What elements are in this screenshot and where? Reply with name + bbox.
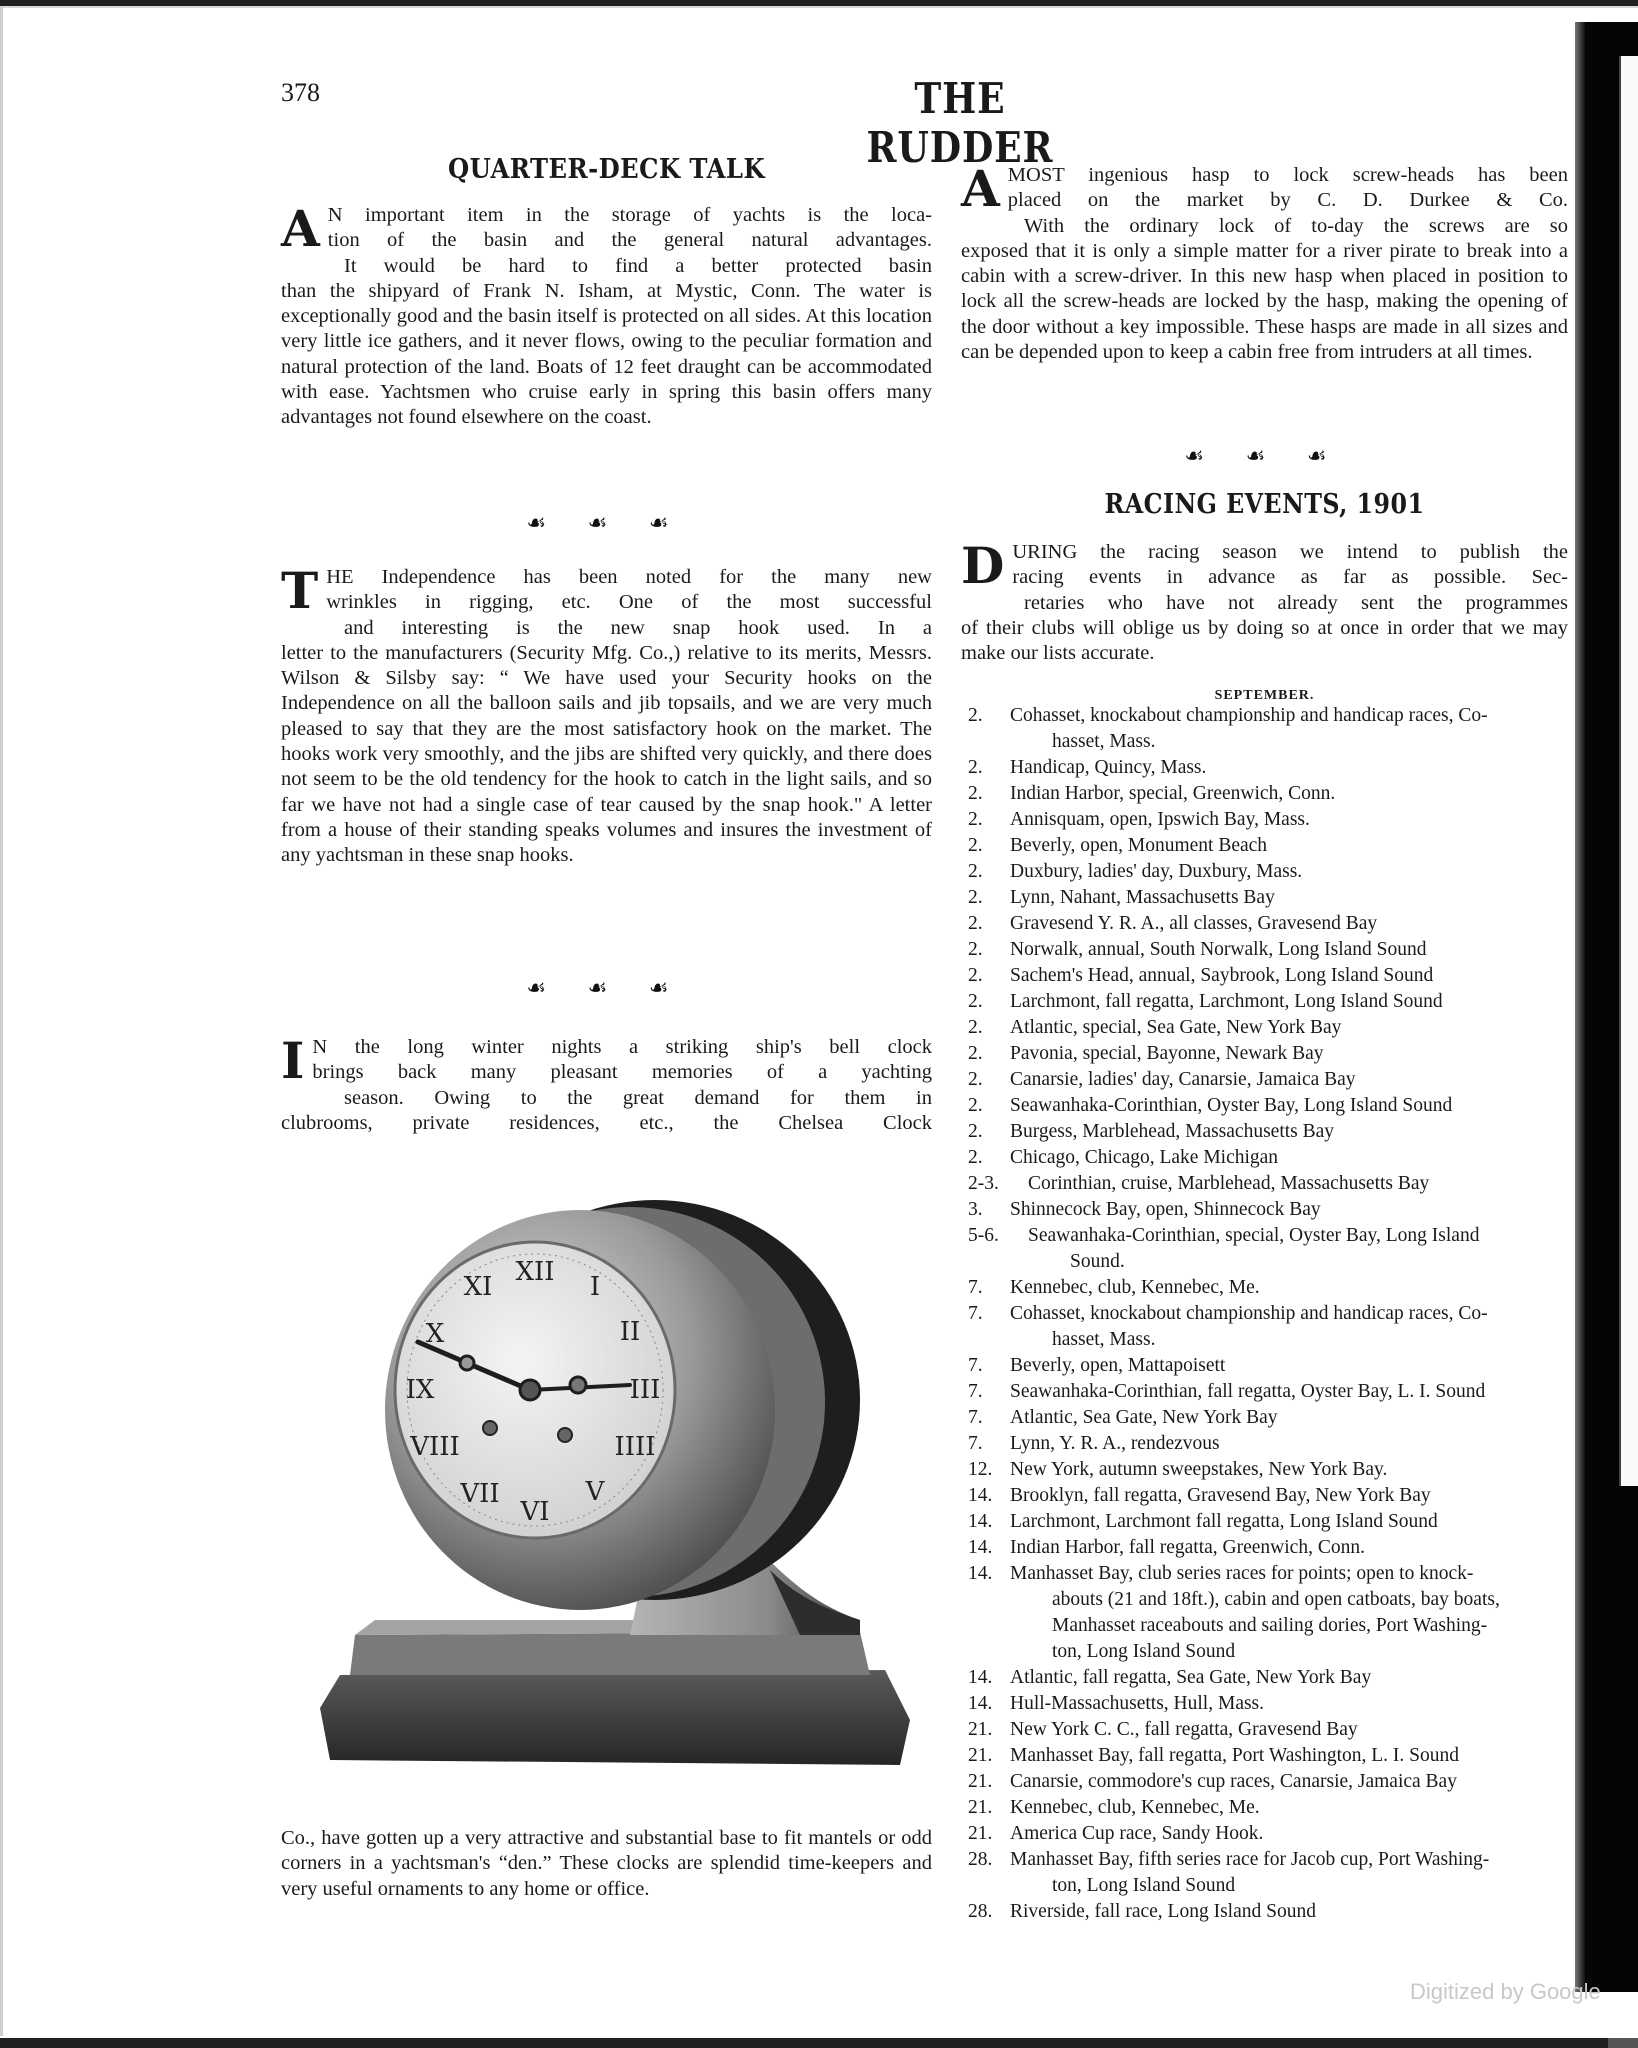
article-line: and interesting is the new snap hook used. In a	[344, 616, 932, 639]
event-description: Seawanhaka-Corinthian, Oyster Bay, Long Island Sound	[1010, 1095, 1453, 1116]
event-text	[1010, 781, 1572, 807]
event-day: 14.	[968, 1693, 993, 1714]
drop-cap: A	[961, 159, 1000, 218]
event-item	[968, 1665, 1572, 1691]
svg-text:V: V	[585, 1477, 605, 1507]
event-day: 14.	[968, 1485, 993, 1506]
clock-base	[320, 1620, 910, 1765]
event-description: Corinthian, cruise, Marblehead, Massachusetts Bay	[1028, 1173, 1430, 1194]
event-text	[1010, 1015, 1572, 1041]
event-text	[1010, 1431, 1572, 1457]
event-day: 2.	[968, 1043, 983, 1064]
event-description: New York C. C., fall regatta, Gravesend Bay	[1010, 1719, 1358, 1740]
event-text	[1010, 1457, 1572, 1483]
event-item	[968, 911, 1572, 937]
event-description: Gravesend Y. R. A., all classes, Gravesend Bay	[1010, 913, 1378, 934]
winding-arbor	[483, 1421, 497, 1435]
masthead-title: THE RUDDER	[866, 74, 1054, 172]
event-item	[968, 1847, 1572, 1899]
article-hasp	[961, 159, 1568, 365]
event-item	[968, 1821, 1572, 1847]
event-day: 2.	[968, 965, 983, 986]
article-line: wrinkles in rigging, etc. One of the most successful	[326, 591, 932, 614]
event-text	[1010, 833, 1572, 859]
event-day: 2.	[968, 939, 983, 960]
event-day: 14.	[968, 1667, 993, 1688]
event-text	[1010, 1041, 1572, 1067]
event-day: 28.	[968, 1849, 993, 1870]
event-text	[1010, 937, 1572, 963]
svg-text:II: II	[619, 1317, 641, 1347]
event-text	[1010, 1691, 1572, 1717]
event-day: 28.	[968, 1901, 993, 1922]
event-item	[968, 1691, 1572, 1717]
event-description: America Cup race, Sandy Hook.	[1010, 1823, 1264, 1844]
drop-cap: D	[961, 536, 1005, 595]
event-text	[1010, 1847, 1572, 1899]
event-description: Kennebec, club, Kennebec, Me.	[1010, 1797, 1260, 1818]
svg-text:XI: XI	[463, 1272, 493, 1302]
event-item	[968, 781, 1572, 807]
article-line: URING the racing season we intend to publish the	[1012, 541, 1568, 563]
event-description: Cohasset, knockabout championship and handicap races, Co-	[1010, 1303, 1488, 1324]
event-day: 7.	[968, 1407, 983, 1428]
viewer-top-divider	[0, 6, 1638, 8]
event-text	[1010, 963, 1572, 989]
event-text	[1010, 1535, 1572, 1561]
article-line: MOST ingenious hasp to lock screw-heads has been	[1007, 164, 1568, 186]
event-item	[968, 1171, 1572, 1197]
event-day: 7.	[968, 1433, 983, 1454]
page-number: 378	[281, 78, 320, 107]
event-text	[1010, 1665, 1572, 1691]
event-item	[968, 937, 1572, 963]
event-description: Beverly, open, Mattapoisett	[1010, 1355, 1226, 1376]
winding-arbor	[558, 1428, 572, 1442]
event-description: Canarsie, ladies' day, Canarsie, Jamaica Bay	[1010, 1069, 1356, 1090]
event-text	[1010, 1821, 1572, 1847]
event-description: Manhasset Bay, fifth series race for Jacob cup, Port Washing-	[1010, 1849, 1490, 1870]
article-line: With the ordinary lock of to-day the screws are so	[1024, 214, 1568, 237]
scrollbar-thumb[interactable]	[1608, 2038, 1638, 2048]
event-day: 2.	[968, 861, 983, 882]
event-item	[968, 1379, 1572, 1405]
event-day: 7.	[968, 1355, 983, 1376]
event-item	[968, 1509, 1572, 1535]
event-text	[1010, 911, 1572, 937]
event-item	[968, 1535, 1572, 1561]
event-text	[1010, 1743, 1572, 1769]
svg-text:X: X	[425, 1319, 445, 1349]
section-ornament: ☙ ☙ ☙	[1184, 443, 1345, 468]
event-text	[1010, 1275, 1572, 1301]
event-day: 2.	[968, 757, 983, 778]
event-description: Seawanhaka-Corinthian, fall regatta, Oyster Bay, L. I. Sound	[1010, 1381, 1486, 1402]
event-day: 2.	[968, 835, 983, 856]
event-item	[968, 1067, 1572, 1093]
viewer-left-edge	[0, 6, 3, 2036]
event-description: Seawanhaka-Corinthian, special, Oyster Bay, Long Island	[1028, 1225, 1480, 1246]
drop-cap: A	[281, 199, 320, 258]
article-line: It would be hard to find a better protected basin	[344, 254, 932, 277]
event-description: Duxbury, ladies' day, Duxbury, Mass.	[1010, 861, 1303, 882]
clock-illustration	[300, 1180, 940, 1780]
event-day: 2.	[968, 809, 983, 830]
event-item	[968, 1093, 1572, 1119]
event-text	[1010, 1899, 1572, 1925]
event-description: Atlantic, special, Sea Gate, New York Bay	[1010, 1017, 1342, 1038]
racing-events-list	[968, 703, 1572, 1925]
drop-cap: T	[281, 561, 319, 620]
section-ornament: ☙ ☙ ☙	[526, 975, 687, 1000]
event-day: 5-6.	[968, 1225, 999, 1246]
event-item	[968, 1041, 1572, 1067]
event-day: 21.	[968, 1797, 993, 1818]
svg-text:IX: IX	[405, 1375, 435, 1405]
event-description: Manhasset Bay, club series races for points; open to knock-	[1010, 1563, 1474, 1584]
event-day: 7.	[968, 1277, 983, 1298]
event-item	[968, 859, 1572, 885]
event-description: Larchmont, fall regatta, Larchmont, Long Island Sound	[1010, 991, 1443, 1012]
event-day: 2.	[968, 1017, 983, 1038]
event-item	[968, 885, 1572, 911]
event-item	[968, 1275, 1572, 1301]
event-text	[1028, 1223, 1572, 1275]
event-item	[968, 1353, 1572, 1379]
event-description: Annisquam, open, Ipswich Bay, Mass.	[1010, 809, 1310, 830]
event-description: Pavonia, special, Bayonne, Newark Bay	[1010, 1043, 1324, 1064]
event-text	[1010, 1769, 1572, 1795]
month-heading: SEPTEMBER.	[1214, 688, 1315, 703]
event-item	[968, 755, 1572, 781]
event-text	[1010, 1067, 1572, 1093]
scan-binding-edge	[1575, 22, 1638, 1992]
article-body: than the shipyard of Frank N. Isham, at Mystic, Conn. The water is exceptionally good and the basin itself is protected on all sides. At this location very little ice gathers, and it never flows, owing to the peculiar formation and natural protection of the land. Boats of 12 feet draught can be accommodated with ease. Yachtsmen who cruise early in spring this basin offers many advantages not found elsewhere on the coast.	[281, 279, 932, 429]
article-body: exposed that it is only a simple matter for a river pirate to break into a cabin with a screw-driver. In this new hasp when placed in position to lock all the screw-heads are locked by the hasp, making the opening of the door without a key impossible. These hasps are made in all sizes and can be depended upon to keep a cabin free from intruders at all times.	[961, 239, 1568, 364]
event-text	[1010, 1717, 1572, 1743]
event-text	[1010, 1145, 1572, 1171]
event-description: Beverly, open, Monument Beach	[1010, 835, 1268, 856]
article-line: tion of the basin and the general natural advantages.	[327, 229, 932, 252]
event-description: Larchmont, Larchmont fall regatta, Long Island Sound	[1010, 1511, 1438, 1532]
event-description: Chicago, Chicago, Lake Michigan	[1010, 1147, 1279, 1168]
event-description: Atlantic, fall regatta, Sea Gate, New York Bay	[1010, 1667, 1372, 1688]
event-description: Riverside, fall race, Long Island Sound	[1010, 1901, 1316, 1922]
event-day: 12.	[968, 1459, 993, 1480]
article-line: racing events in advance as far as possible. Sec-	[1012, 566, 1568, 589]
event-item	[968, 807, 1572, 833]
event-description: Indian Harbor, fall regatta, Greenwich, Conn.	[1010, 1537, 1365, 1558]
event-description: Lynn, Nahant, Massachusetts Bay	[1010, 887, 1275, 908]
event-description-continued: Manhasset raceabouts and sailing dories, Port Washing-	[1052, 1615, 1488, 1636]
event-description: Shinnecock Bay, open, Shinnecock Bay	[1010, 1199, 1321, 1220]
event-day: 2-3.	[968, 1173, 999, 1194]
event-day: 14.	[968, 1511, 993, 1532]
svg-text:VII: VII	[460, 1479, 500, 1509]
event-day: 14.	[968, 1537, 993, 1558]
event-item	[968, 1431, 1572, 1457]
racing-intro	[961, 536, 1568, 666]
event-description: Norwalk, annual, South Norwalk, Long Island Sound	[1010, 939, 1427, 960]
event-text	[1010, 859, 1572, 885]
event-day: 21.	[968, 1771, 993, 1792]
event-item	[968, 1483, 1572, 1509]
event-text	[1010, 1795, 1572, 1821]
event-item	[968, 703, 1572, 755]
event-item	[968, 1145, 1572, 1171]
svg-text:IIII: IIII	[614, 1432, 656, 1462]
event-item	[968, 989, 1572, 1015]
event-description: Brooklyn, fall regatta, Gravesend Bay, New York Bay	[1010, 1485, 1431, 1506]
event-description-continued: abouts (21 and 18ft.), cabin and open catboats, bay boats,	[1052, 1589, 1500, 1610]
article-body: of their clubs will oblige us by doing so at once in order that we may make our lists accurate.	[961, 616, 1568, 665]
event-item	[968, 1197, 1572, 1223]
event-description-continued: ton, Long Island Sound	[1052, 1641, 1236, 1662]
event-item	[968, 1717, 1572, 1743]
section-heading-quarter-deck-talk: QUARTER-DECK TALK	[447, 154, 766, 185]
event-text	[1010, 1483, 1572, 1509]
event-day: 2.	[968, 1147, 983, 1168]
event-day: 14.	[968, 1563, 993, 1584]
article-line: N important item in the storage of yachts is the loca-	[327, 204, 932, 226]
event-text	[1010, 1301, 1572, 1353]
event-description: New York, autumn sweepstakes, New York Bay.	[1010, 1459, 1388, 1480]
event-text	[1010, 1353, 1572, 1379]
event-description-continued: ton, Long Island Sound	[1052, 1875, 1236, 1896]
article-line: HE Independence has been noted for the many new	[326, 566, 932, 588]
article-basin	[281, 199, 932, 431]
event-day: 2.	[968, 1069, 983, 1090]
event-description-continued: hasset, Mass.	[1052, 731, 1156, 752]
event-description: Kennebec, club, Kennebec, Me.	[1010, 1277, 1260, 1298]
article-body: letter to the manufacturers (Security Mfg. Co.,) relative to its merits, Messrs. Wilson & Silsby say: “ We have used your Security hooks on the Independence on all the balloon sails and jib topsails, and we are very much pleased to say that they are the most satisfactory hook on the market. The hooks work very smoothly, and the jibs are shifted very quickly, and there does not seem to be the old tendency for the hook to catch in the light sails, and so far we have not had a single case of tear caused by the snap hook." A letter from a house of their standing speaks volumes and insures the investment of any yachtsman in these snap hooks.	[281, 641, 932, 867]
event-item	[968, 833, 1572, 859]
event-description: Hull-Massachusetts, Hull, Mass.	[1010, 1693, 1265, 1714]
svg-text:I: I	[589, 1272, 601, 1302]
event-text	[1010, 807, 1572, 833]
event-day: 2.	[968, 1095, 983, 1116]
event-item	[968, 1119, 1572, 1145]
event-item	[968, 1015, 1572, 1041]
event-description: Lynn, Y. R. A., rendezvous	[1010, 1433, 1220, 1454]
viewer-bottom-bar	[0, 2038, 1638, 2048]
svg-text:III: III	[629, 1375, 661, 1405]
svg-text:XII: XII	[515, 1257, 555, 1287]
event-description: Canarsie, commodore's cup races, Canarsie, Jamaica Bay	[1010, 1771, 1457, 1792]
event-text	[1010, 1197, 1572, 1223]
article-line: brings back many pleasant memories of a yachting	[312, 1061, 932, 1084]
event-day: 7.	[968, 1381, 983, 1402]
article-chelsea-clock-continued	[281, 1826, 932, 1902]
event-day: 2.	[968, 913, 983, 934]
article-snap-hook	[281, 561, 932, 869]
article-body: Co., have gotten up a very attractive and substantial base to fit mantels or odd corners in a yachtsman's “den.” These clocks are splendid time-keepers and very useful ornaments to any home or office.	[281, 1827, 932, 1900]
event-text	[1028, 1171, 1572, 1197]
event-day: 2.	[968, 1121, 983, 1142]
event-text	[1010, 1379, 1572, 1405]
digitized-watermark: Digitized by Google	[1410, 1979, 1601, 2004]
event-description: Manhasset Bay, fall regatta, Port Washington, L. I. Sound	[1010, 1745, 1460, 1766]
event-text	[1010, 885, 1572, 911]
event-day: 2.	[968, 783, 983, 804]
event-item	[968, 1405, 1572, 1431]
event-description: Atlantic, Sea Gate, New York Bay	[1010, 1407, 1278, 1428]
event-day: 2.	[968, 887, 983, 908]
event-text	[1010, 1561, 1572, 1665]
section-ornament: ☙ ☙ ☙	[526, 510, 687, 535]
section-heading-racing-events: RACING EVENTS, 1901	[1104, 489, 1425, 520]
event-item	[968, 1457, 1572, 1483]
event-item	[968, 1301, 1572, 1353]
event-item	[968, 1769, 1572, 1795]
event-text	[1010, 1509, 1572, 1535]
event-day: 2.	[968, 991, 983, 1012]
event-item	[968, 1223, 1572, 1275]
event-item	[968, 1743, 1572, 1769]
event-day: 21.	[968, 1745, 993, 1766]
svg-text:VIII: VIII	[410, 1432, 460, 1462]
event-item	[968, 1795, 1572, 1821]
article-chelsea-clock	[281, 1031, 932, 1136]
event-day: 21.	[968, 1823, 993, 1844]
event-item	[968, 963, 1572, 989]
drop-cap: I	[281, 1031, 305, 1090]
event-item	[968, 1561, 1572, 1665]
event-description-continued: hasset, Mass.	[1052, 1329, 1156, 1350]
event-description: Sachem's Head, annual, Saybrook, Long Island Sound	[1010, 965, 1434, 986]
event-day: 3.	[968, 1199, 983, 1220]
event-description: Burgess, Marblehead, Massachusetts Bay	[1010, 1121, 1335, 1142]
article-line: season. Owing to the great demand for them in	[344, 1086, 932, 1109]
article-body: clubrooms, private residences, etc., the Chelsea Clock	[281, 1111, 932, 1134]
event-description: Indian Harbor, special, Greenwich, Conn.	[1010, 783, 1336, 804]
event-day: 2.	[968, 705, 983, 726]
article-line: retaries who have not already sent the programmes	[1024, 591, 1568, 614]
event-day: 7.	[968, 1303, 983, 1324]
article-line: placed on the market by C. D. Durkee & Co.	[1007, 189, 1568, 212]
clock-face	[395, 1242, 675, 1538]
event-text	[1010, 989, 1572, 1015]
event-description-continued: Sound.	[1070, 1251, 1125, 1272]
event-description: Cohasset, knockabout championship and handicap races, Co-	[1010, 705, 1488, 726]
event-text	[1010, 755, 1572, 781]
event-text	[1010, 1119, 1572, 1145]
svg-text:VI: VI	[520, 1497, 550, 1527]
event-item	[968, 1899, 1572, 1925]
event-day: 21.	[968, 1719, 993, 1740]
event-description: Handicap, Quincy, Mass.	[1010, 757, 1207, 778]
event-text	[1010, 1093, 1572, 1119]
article-line: N the long winter nights a striking ship's bell clock	[312, 1036, 932, 1058]
event-text	[1010, 1405, 1572, 1431]
event-text	[1010, 703, 1572, 755]
